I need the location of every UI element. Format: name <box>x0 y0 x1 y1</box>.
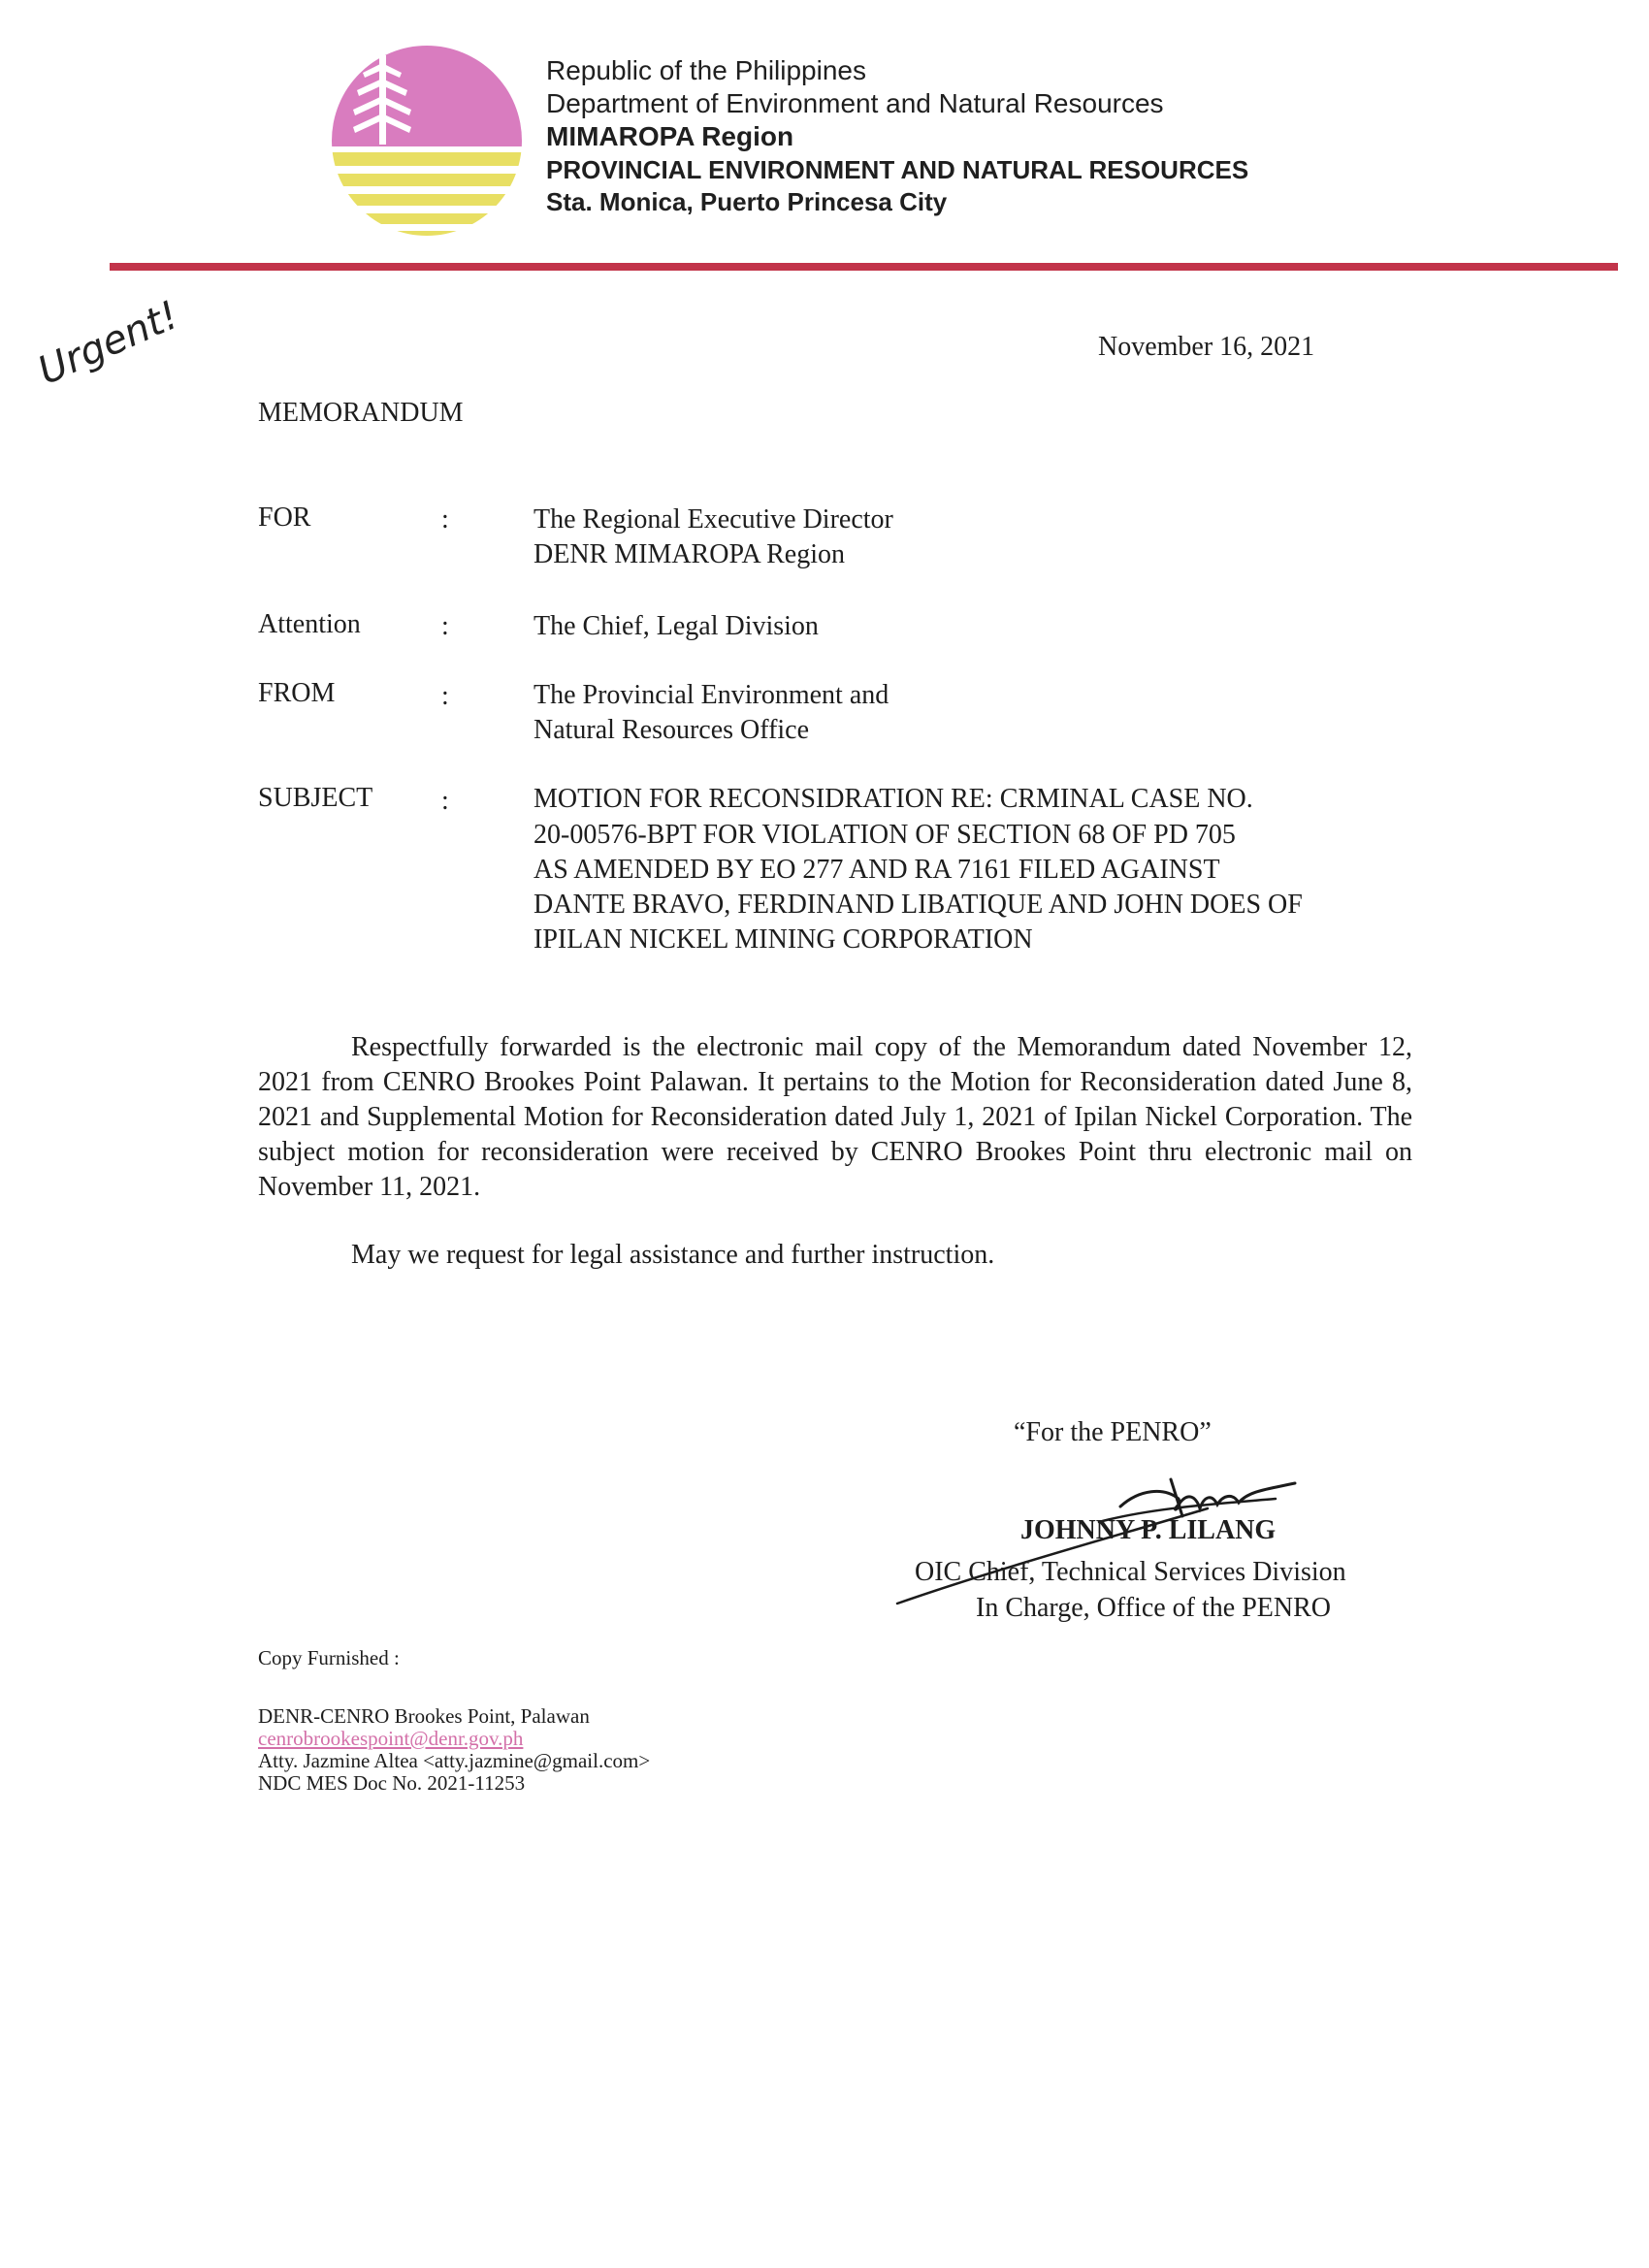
subject-line5: IPILAN NICKEL MINING CORPORATION <box>534 924 1033 955</box>
signatory-for-line: “For the PENRO” <box>1014 1417 1212 1447</box>
subject-line4: DANTE BRAVO, FERDINAND LIBATIQUE AND JOHN DOES OF <box>534 890 1303 920</box>
letterhead-office: PROVINCIAL ENVIRONMENT AND NATURAL RESOURCES <box>546 155 1249 184</box>
copy-furnished-line4: NDC MES Doc No. 2021-11253 <box>258 1771 526 1795</box>
subject-colon: : <box>441 786 449 816</box>
header-divider <box>110 263 1618 271</box>
attention-value: The Chief, Legal Division <box>534 611 819 641</box>
denr-logo-icon <box>328 44 527 238</box>
subject-label: SUBJECT <box>258 783 373 813</box>
for-value-line2: DENR MIMAROPA Region <box>534 539 846 569</box>
from-value-line1: The Provincial Environment and <box>534 680 889 710</box>
body-paragraph-1: Respectfully forwarded is the electronic mail copy of the Memorandum dated November 12, 2021 from CENRO Brookes Point Palawan. It pertains to the Motion for Reconsideration dated June 8, 2021 and Supplemental Motion for Reconsideration dated July 1, 2021 of Ipilan Nickel Corporation. The subject motion for reconsideration were received by CENRO Brookes Point thru electronic mail on November 11, 2021. <box>258 1032 1412 1202</box>
attention-colon: : <box>441 611 449 641</box>
subject-line3: AS AMENDED BY EO 277 AND RA 7161 FILED AGAINST <box>534 855 1220 885</box>
signatory-title-2: In Charge, Office of the PENRO <box>976 1593 1331 1623</box>
memo-date: November 16, 2021 <box>1098 332 1315 362</box>
letterhead-department: Department of Environment and Natural Resources <box>546 88 1164 118</box>
for-value-line1: The Regional Executive Director <box>534 504 893 535</box>
memo-title: MEMORANDUM <box>258 398 464 428</box>
attention-label: Attention <box>258 609 361 639</box>
letterhead-address: Sta. Monica, Puerto Princesa City <box>546 187 948 216</box>
copy-furnished-email-link[interactable]: cenrobrookespoint@denr.gov.ph <box>258 1727 524 1750</box>
for-label: FOR <box>258 502 311 533</box>
from-label: FROM <box>258 678 336 708</box>
body-paragraph-2: May we request for legal assistance and further instruction. <box>351 1240 995 1270</box>
handwritten-annotation: Urgent! <box>31 292 185 395</box>
letterhead-region: MIMAROPA Region <box>546 121 794 151</box>
copy-furnished-line3: Atty. Jazmine Altea <atty.jazmine@gmail.com> <box>258 1749 651 1772</box>
for-colon: : <box>441 504 449 535</box>
copy-furnished-label: Copy Furnished : <box>258 1646 400 1669</box>
from-value-line2: Natural Resources Office <box>534 715 810 745</box>
subject-line1: MOTION FOR RECONSIDRATION RE: CRMINAL CASE NO. <box>534 784 1253 814</box>
subject-line2: 20-00576-BPT FOR VIOLATION OF SECTION 68 OF PD 705 <box>534 820 1236 850</box>
from-colon: : <box>441 681 449 711</box>
copy-furnished-line1: DENR-CENRO Brookes Point, Palawan <box>258 1704 590 1728</box>
letterhead-country: Republic of the Philippines <box>546 55 866 85</box>
signatory-name: JOHNNY P. LILANG <box>1020 1515 1277 1545</box>
signatory-title-1: OIC Chief, Technical Services Division <box>915 1557 1346 1587</box>
